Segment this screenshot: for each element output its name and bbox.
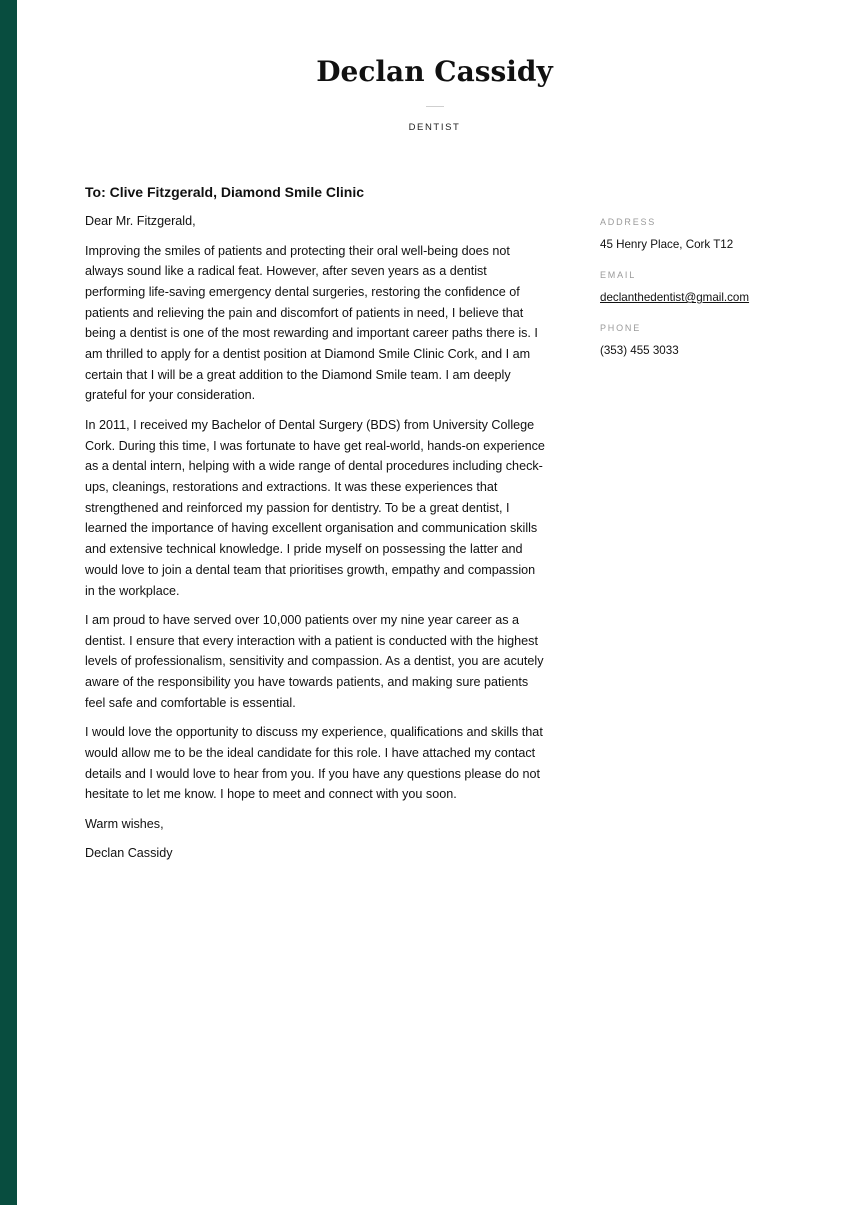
paragraph-4: I would love the opportunity to discuss my experience, qualifications and skills that would allow me to be the ideal candidate for this role. I have attached my contact details and I would love to hear from you. If you have any questions please do not hesitate to let me know. I hope to meet and connect with you soon. xyxy=(85,725,543,802)
closing: Warm wishes, xyxy=(85,816,164,831)
header-divider xyxy=(426,106,444,107)
address-label: ADDRESS xyxy=(600,217,657,227)
paragraph-3: I am proud to have served over 10,000 patients over my nine year career as a dentist. I ensure that every interaction with a patient is conducted with the highest levels of professionalism, sensitivity and compassion. As a dentist, you are acutely aware of the responsibility you have towards patients, and making sure patients feel safe and comfortable is essential. xyxy=(85,613,544,710)
email-label: EMAIL xyxy=(600,270,637,280)
applicant-name: Declan Cassidy xyxy=(316,55,553,88)
phone-label: PHONE xyxy=(600,323,642,333)
signature: Declan Cassidy xyxy=(85,846,173,861)
letter-body xyxy=(85,182,547,873)
contact-panel xyxy=(600,215,830,374)
paragraph-2: In 2011, I received my Bachelor of Dental Surgery (BDS) from University College Cork. During this time, I was fortunate to have get real-world, hands-on experience as a dental intern, helping with a wide range of dental procedures including check-ups, cleanings, restorations and extractions. It was these experiences that strengthened and reinforced my passion for dentistry. To be a great dentist, I learned the importance of having excellent organisation and communication skills and extensive technical knowledge. I pride myself on possessing the latter and would love to join a dental team that prioritises growth, empathy and compassion in the workplace. xyxy=(85,417,545,598)
accent-sidebar xyxy=(0,0,17,1205)
header xyxy=(17,0,852,133)
phone-value: (353) 455 3033 xyxy=(600,344,679,357)
paragraph-1: Improving the smiles of patients and protecting their oral well-being does not always sound like a radical feat. However, after seven years as a dentist performing life-saving emergency dental surgeries, restoring the confidence of patients and relieving the pain and discomfort of patients in need, I believe that being a dentist is one of the most rewarding and important career paths there is. I am thrilled to apply for a dentist position at Diamond Smile Clinic Cork, and I am certain that I will be a great addition to the Diamond Smile team. I am deeply grateful for your consideration. xyxy=(85,243,538,403)
recipient-line: To: Clive Fitzgerald, Diamond Smile Clinic xyxy=(85,184,365,200)
email-link[interactable]: declanthedentist@gmail.com xyxy=(600,291,750,304)
salutation: Dear Mr. Fitzgerald, xyxy=(85,214,196,228)
job-title: DENTIST xyxy=(408,122,461,133)
address-value: 45 Henry Place, Cork T12 xyxy=(600,238,734,251)
